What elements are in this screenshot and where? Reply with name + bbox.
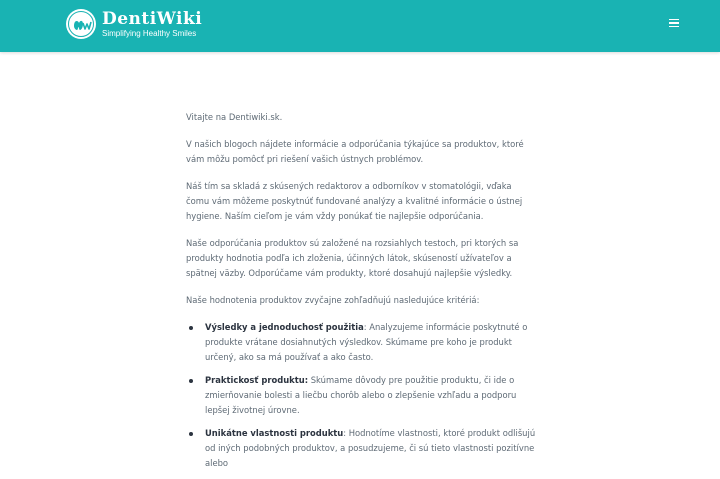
hamburger-menu-icon[interactable] (667, 16, 681, 30)
logo-name: DentiWiki (102, 9, 203, 29)
logo-tagline: Simplifying Healthy Smiles (102, 29, 197, 38)
list-item (186, 373, 536, 418)
criteria-title: Praktickosť produktu: (205, 375, 309, 385)
criteria-text: Skúmame dôvody pre použitie produktu, či ide o zmierňovanie bolesti a liečbu chorôb alebo o zlepšenie vzhľadu a podporu lepšej životnej úrovne. (205, 375, 517, 415)
criteria-title: Výsledky a jednoduchosť použitia (205, 322, 364, 332)
criteria-text: : Analyzujeme informácie poskytnuté o produkte vrátane dosiahnutých výsledkov. Skúmame pre koho je produkt určený, ako sa má používať a ako často. (205, 322, 528, 362)
menu-bar (669, 19, 679, 21)
list-item (186, 426, 536, 471)
paragraph-welcome: Vitajte na Dentiwiki.sk. (186, 112, 283, 122)
menu-bar (669, 26, 679, 28)
menu-bar (669, 22, 679, 24)
criteria-title: Unikátne vlastnosti produktu (205, 428, 344, 438)
paragraph-criteria-intro: Naše hodnotenia produktov zvyčajne zohľadňujú nasledujúce kritériá: (186, 295, 480, 305)
paragraph-blogs: V našich blogoch nájdete informácie a odporúčania týkajúce sa produktov, ktoré vám môžu pomôcť pri riešení vašich ústnych problémov. (186, 139, 524, 164)
criteria-list (186, 320, 536, 471)
tooth-logo-icon (66, 9, 96, 39)
main-content (186, 110, 536, 479)
site-header (0, 0, 720, 52)
list-item (186, 320, 536, 365)
paragraph-team: Náš tím sa skladá z skúsených redaktorov a odborníkov v stomatológii, vďaka čomu vám môžeme poskytnúť fundované analýzy a kvalitné informácie o ústnej hygiene. Naším cieľom je vám vždy ponúkať tie najlepšie odporúčania. (186, 181, 523, 221)
criteria-text: : Hodnotíme vlastnosti, ktoré produkt odlišujú od iných podobných produktov, a posudzujeme, či sú tieto vlastnosti pozitívne alebo (205, 428, 536, 468)
site-logo[interactable] (66, 8, 202, 40)
logo-text (102, 10, 202, 38)
paragraph-recommendations: Naše odporúčania produktov sú založené na rozsiahlych testoch, pri ktorých sa produkty hodnotia podľa ich zloženia, účinných látok, skúseností užívateľov a spätnej väzby. Odporúčame vám produkty, ktoré dosahujú najlepšie výsledky. (186, 238, 519, 278)
